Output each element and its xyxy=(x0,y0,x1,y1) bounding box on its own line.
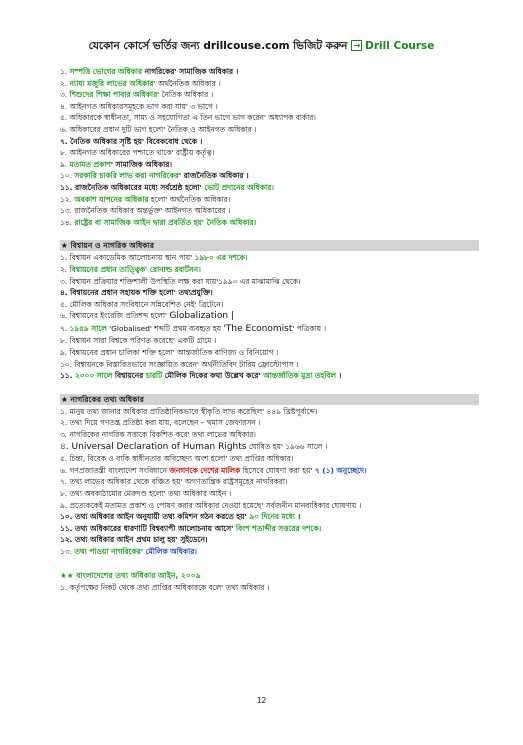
list-item xyxy=(60,476,480,488)
page-number: 12 xyxy=(256,696,267,705)
text-segment: শিশুদের শিক্ষা পাবার অধিকার xyxy=(69,90,158,100)
list-item xyxy=(60,217,480,229)
text-segment: নাগরিকের' সামাজিক অধিকার । xyxy=(142,67,239,76)
text-segment: ৬. অধিকারের প্রধান দুটি ভাগ হলো' নৈতিক ও আইনগত অধিকার । xyxy=(60,124,257,134)
text-segment: ৯. প্রত্যেককেই মতামত প্রকাশ ও পোষণ করার অধিকার দেওয়া হয়েছে' সর্বজনীন মানবাধিকার ঘোষণায় । xyxy=(60,500,362,510)
text-segment: ঘোষিত হয়' ১৯৬৬ সালে । xyxy=(246,441,328,451)
text-segment: ৩. নাগরিকের নাগরিক সত্তাকে বিকশিত করে' তথ্য লাভের অধিকার। xyxy=(60,430,256,440)
text-segment: সম্পত্তি ভোগের অধিকার xyxy=(69,67,143,76)
list-item xyxy=(60,488,480,500)
list-item xyxy=(60,546,480,558)
arrow-right-box-icon: → xyxy=(353,41,361,50)
star-icon: ★ xyxy=(61,241,68,251)
list-item xyxy=(60,182,480,194)
text-segment: ৬. বিশ্বায়নের ইংরেজি প্রতিশব্দ হলো' xyxy=(60,311,170,321)
text-segment: ৩. xyxy=(60,90,70,100)
text-segment: ১১. xyxy=(60,371,75,381)
text-segment: ১১. তথ্য অধিকারের ধারণাটি বিশ্বব্যাপী আলোচনায় আসে' xyxy=(60,523,236,533)
text-segment: ভোট প্রদানের অধিকার। xyxy=(204,182,274,192)
section-heading xyxy=(60,240,479,251)
text-segment: সরকারি চাকরি লাভ করা নাগরিকের xyxy=(74,171,179,181)
text-segment: ১. মানুষ তথ্য জানার অধিকার প্রাতিষ্ঠানিকভাবে স্বীকৃতি লাভ করেছিল' ৪৪৯ খ্রিষ্টপূর্বাব্দে। xyxy=(60,406,318,416)
text-segment: ৯. বিশ্বায়নের প্রধান চালিকা শক্তি হলো' আন্তর্জাতিক বাণিজ্য ও বিনিয়োগ । xyxy=(60,348,279,358)
list-item xyxy=(60,287,480,299)
text-segment: ১৩. রাজনৈতিক অধিকার অন্তর্ভুক্ত' আইনগত অধিকারের । xyxy=(60,206,231,216)
text-segment: ২. xyxy=(60,78,70,88)
list-item xyxy=(60,89,480,101)
text-segment: ১৯৮০ এর দশকে। xyxy=(194,253,248,263)
text-segment: মৌলিক দিকের কথা উল্লেখ করে' xyxy=(162,371,264,381)
text-segment: ৮. বিশ্বায়ন সারা বিশ্বকে পরিণত করেছে' একটি গ্রামে । xyxy=(60,336,217,346)
list-item xyxy=(60,441,480,454)
text-segment: ন্যায্য মজুরি লাভের অধিকার xyxy=(69,78,154,88)
text-segment: বিশ্বায়নের xyxy=(112,371,146,381)
text-segment: ৯. xyxy=(60,159,70,169)
list-item xyxy=(60,417,480,429)
text-segment: ' পত্রিকায় । xyxy=(292,323,326,333)
text-segment: ১০. xyxy=(60,171,75,181)
text-segment: Globalization | xyxy=(169,311,234,322)
list-item xyxy=(60,159,480,171)
section-spacer xyxy=(60,558,480,567)
text-segment: ৭ (১) অনুচ্ছেদে। xyxy=(314,465,367,475)
text-segment: চারটি xyxy=(145,371,163,381)
text-segment: ৬. গণপ্রজাতন্ত্রী বাংলাদেশ সংবিধানে xyxy=(60,465,170,475)
text-segment: ৭. নৈতিক অধিকার সৃষ্টি হয়' বিবেকবোধ থেকে । xyxy=(60,136,203,146)
list-item xyxy=(60,347,480,359)
text-segment: ' নৈতিক অধিকার । xyxy=(157,90,214,100)
list-item xyxy=(60,264,480,276)
text-segment: বিশ্বায়নের প্রধান তাত্ত্বিক' রোনাল্ড রবার্টসন। xyxy=(69,264,201,274)
text-segment: আন্তর্জাতিক মুদ্রা তহবিল xyxy=(263,371,337,381)
list-item xyxy=(60,136,480,148)
list-item xyxy=(60,252,480,264)
list-item xyxy=(60,582,480,594)
text-segment: ' সামাজিক অধিকার। xyxy=(110,159,172,169)
text-segment: ৭. xyxy=(60,323,70,333)
text-segment: ৮. আইনগত অধিকারের পশ্চাতে থাকে' রাষ্ট্রীয় কর্তৃত্ব। xyxy=(60,148,215,158)
list-item xyxy=(60,78,480,90)
text-segment: তথ্য পাওয়া নাগরিকের xyxy=(74,546,141,556)
list-item xyxy=(60,370,480,382)
section-title: বাংলাদেশের তথ্য অধিকার আইন, ২০০৯ xyxy=(76,570,201,580)
list-item xyxy=(60,500,480,512)
text-segment: ৮. তথ্য অবকাঠামোর মেরুদণ্ড হলো' তথ্য অধিকার আইন । xyxy=(60,489,232,498)
document-body xyxy=(60,66,480,593)
star-icon: ★ xyxy=(61,394,68,404)
text-segment: ৫. চিন্তা, বিবেক ও বাকি স্বাধীনতার অবিচ্ছেদ্য অংশ হলো' তথ্য প্রাপ্তির অধিকার। xyxy=(60,454,294,464)
text-segment: ১২. তথ্য অধিকার আইন প্রথম চালু হয়' সুইডেনে। xyxy=(60,535,208,545)
text-segment: ২০০০ সালে xyxy=(74,371,113,381)
text-segment: । xyxy=(294,512,301,522)
list-item xyxy=(60,359,480,371)
text-segment: ৯০ দিনের মধ্যে xyxy=(249,512,295,522)
text-segment: জনগণকে দেশের মালিক xyxy=(169,465,241,475)
text-segment: । xyxy=(336,371,342,381)
star-icon: ★★ xyxy=(60,570,74,580)
text-segment: ৩. বিশ্বায়ন প্রক্রিয়ার শক্তিশালী উপস্থিতি লক্ষ করা যায়'১৯৯০ এর মাঝামাঝি থেকে। xyxy=(60,276,301,286)
section-heading xyxy=(60,570,480,581)
section-spacer xyxy=(60,382,480,391)
text-segment: ' রাজনৈতিক অধিকার । xyxy=(178,171,249,181)
text-segment: 'The Economist xyxy=(223,323,293,334)
list-item xyxy=(60,205,480,217)
text-segment: রাষ্ট্রের বা সামাজিক আইন দ্বারা প্রবর্তিত হয়' নৈতিক অধিকার। xyxy=(74,217,257,227)
list-item xyxy=(60,66,480,78)
text-segment: ' মৌলিক অধিকার। xyxy=(140,546,197,556)
list-item xyxy=(60,276,480,288)
text-segment: ১৩. xyxy=(60,546,75,556)
text-segment: ৫. অধিকারকে স্বাধীনতা, সাম্য ও সহযোগিতা এ তিন ভাগে ভাগ করেন' অধ্যাপক বার্কার। xyxy=(60,113,316,123)
text-segment: ২. xyxy=(60,264,70,274)
text-segment: ১০. বিশ্বায়নকে বিস্তারিতভাবে সংজ্ঞায়িত করেন' অর্থনীতিবিদ টারিম ফ্রোস্টোপাস । xyxy=(60,359,299,369)
list-item xyxy=(60,299,480,311)
list-item xyxy=(60,511,480,523)
list-item xyxy=(60,335,480,347)
text-segment: ১. কর্তৃপক্ষের নিকট থেকে তথ্য প্রাপ্তির অধিকারকে বলে' তথ্য অধিকার । xyxy=(60,582,270,592)
text-segment: ৪. আইনগত অধিকারসমূহকে ভাগ করা যায়' ৩ ভাগে । xyxy=(60,101,218,111)
text-segment: ১. বিশ্বায়ন একাডেমিক আলোচনায় স্থান পায়' xyxy=(60,253,195,263)
brand-name: Drill Course xyxy=(365,40,435,52)
text-segment: ১৯৫৯ সালে xyxy=(69,323,107,333)
header-text: যেকোন কোর্সে ভর্তির জন্য drillcouse.com ভিজিট করুন xyxy=(88,40,348,52)
list-item xyxy=(60,101,480,113)
list-item xyxy=(60,170,480,182)
list-item xyxy=(60,323,480,336)
text-segment: অবকাশ যাপনের অধিকার xyxy=(74,194,149,204)
text-segment: ১৪. xyxy=(60,217,75,227)
text-segment: 'Globalised' শব্দটি প্রথম ব্যবহৃত হয় xyxy=(106,323,224,333)
list-item xyxy=(60,429,480,441)
text-segment: ১০. তথ্য অধিকার আইন অনুযায়ী তথ্য কমিশন গঠন করতে হয়' xyxy=(60,512,250,522)
list-item xyxy=(60,147,480,159)
list-item xyxy=(60,453,480,465)
text-segment: ' অর্থনৈতিক অধিকার । xyxy=(153,78,221,88)
list-item xyxy=(60,194,480,206)
text-segment: ১২. xyxy=(60,194,75,204)
text-segment: মতামত প্রকাশ xyxy=(69,159,111,169)
text-segment: ৪. বিশ্বায়নের প্রধান সহায়ক শক্তি হলো' তথ্যপ্রযুক্তি। xyxy=(60,288,213,298)
list-item xyxy=(60,465,480,477)
section-title: বিশ্বায়ন ও নাগরিক অধিকার xyxy=(70,241,155,251)
list-item xyxy=(60,534,480,546)
list-item xyxy=(60,112,480,124)
list-item xyxy=(60,406,480,418)
text-segment: হলো' অর্থনৈতিক অধিকার। xyxy=(148,194,231,204)
list-item xyxy=(60,523,480,535)
text-segment: হিসেবে ঘোষণা করা হয়' xyxy=(240,465,315,475)
list-item xyxy=(60,310,480,323)
text-segment: ১. xyxy=(60,67,70,76)
section-title: নাগরিকের তথ্য অধিকার xyxy=(70,394,144,404)
text-segment: ১১. রাজনৈতিক অধিকারের মধ্যে সর্বশ্রেষ্ঠ হলো' xyxy=(60,182,205,192)
text-segment: ৭. তথ্য লাভের অধিকার থেকে বঞ্চিত হয়' অগণতান্ত্রিক রাষ্ট্রসমূহের নাগরিকরা। xyxy=(60,477,288,487)
text-segment: ৫. মৌলিক অধিকার সংবিধানে সন্নিবেশিত নেই' ব্রিটেনে। xyxy=(60,299,224,309)
list-item xyxy=(60,124,480,136)
text-segment: ৪. Universal Declaration of Human Rights xyxy=(60,441,247,452)
section-heading xyxy=(60,394,479,405)
page-header xyxy=(0,39,523,56)
section-spacer xyxy=(60,228,480,237)
text-segment: বিংশ শতাব্দীর সত্তরের দশকে। xyxy=(235,523,322,533)
text-segment: ২. তথ্য দিয়ে গণতন্ত্র প্রতিষ্ঠা করা যায়, বলেছেন – থমাস জেফারসন । xyxy=(60,418,261,428)
